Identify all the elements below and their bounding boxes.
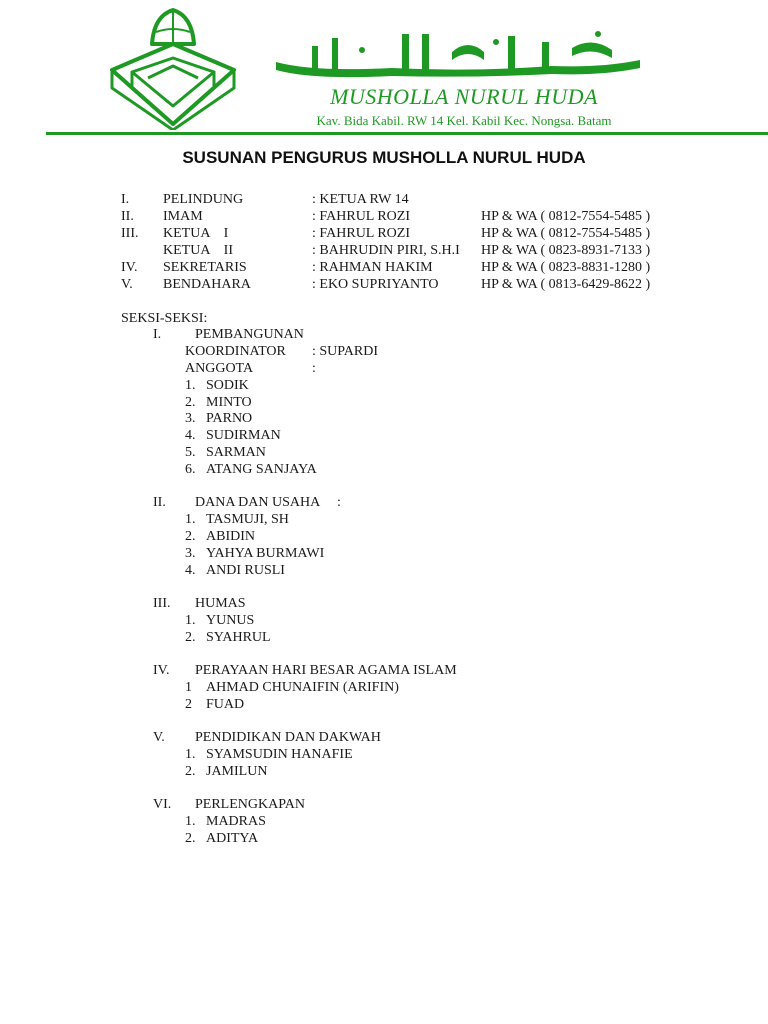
member-number: 2. bbox=[185, 395, 196, 410]
member-name: YUNUS bbox=[206, 613, 255, 628]
officer-name: : EKO SUPRIYANTO bbox=[312, 277, 439, 292]
section-name: PEMBANGUNAN bbox=[195, 327, 304, 342]
officer-contact: HP & WA ( 0813-6429-8622 ) bbox=[481, 277, 651, 292]
coordinator-value: : SUPARDI bbox=[312, 344, 379, 359]
officer-role: KETUA I bbox=[163, 226, 229, 241]
member-name: ADITYA bbox=[206, 831, 259, 846]
member-number: 2. bbox=[185, 630, 196, 645]
member-number: 6. bbox=[185, 462, 196, 477]
member-number: 4. bbox=[185, 563, 196, 578]
section-name: HUMAS bbox=[195, 596, 246, 611]
officer-number: IV. bbox=[121, 260, 138, 275]
officer-contact: HP & WA ( 0823-8931-7133 ) bbox=[481, 243, 651, 258]
officer-role: SEKRETARIS bbox=[163, 260, 247, 275]
section-number: IV. bbox=[153, 663, 170, 678]
member-number: 1 bbox=[185, 680, 192, 695]
member-number: 1. bbox=[185, 512, 196, 527]
officer-role: KETUA II bbox=[163, 243, 233, 258]
member-number: 3. bbox=[185, 546, 196, 561]
member-name: SARMAN bbox=[206, 445, 266, 460]
section-number: VI. bbox=[153, 797, 172, 812]
organization-name: MUSHOLLA NURUL HUDA bbox=[330, 84, 598, 109]
officer-number: V. bbox=[121, 277, 133, 292]
section-number: V. bbox=[153, 730, 165, 745]
officer-number: II. bbox=[121, 209, 134, 224]
member-name: ANDI RUSLI bbox=[206, 563, 285, 578]
section-name: PERAYAAN HARI BESAR AGAMA ISLAM bbox=[195, 663, 457, 678]
member-number: 1. bbox=[185, 613, 196, 628]
sections-heading: SEKSI-SEKSI: bbox=[121, 311, 208, 326]
member-number: 3. bbox=[185, 411, 196, 426]
member-name: ATANG SANJAYA bbox=[206, 462, 317, 477]
member-name: JAMILUN bbox=[206, 764, 268, 779]
member-name: FUAD bbox=[206, 697, 245, 712]
officer-number: I. bbox=[121, 192, 130, 207]
section-colon: : bbox=[337, 495, 341, 510]
member-name: YAHYA BURMAWI bbox=[206, 546, 325, 561]
member-number: 4. bbox=[185, 428, 196, 443]
officer-role: PELINDUNG bbox=[163, 192, 244, 207]
member-name: SYAMSUDIN HANAFIE bbox=[206, 747, 353, 762]
document-title: SUSUNAN PENGURUS MUSHOLLA NURUL HUDA bbox=[182, 148, 586, 167]
officer-role: IMAM bbox=[163, 209, 203, 224]
members-label: ANGGOTA bbox=[185, 361, 254, 376]
coordinator-label: KOORDINATOR bbox=[185, 344, 286, 359]
member-number: 2. bbox=[185, 529, 196, 544]
member-number: 1. bbox=[185, 814, 196, 829]
member-number: 1. bbox=[185, 747, 196, 762]
section-number: III. bbox=[153, 596, 171, 611]
member-number: 1. bbox=[185, 378, 196, 393]
officer-name: : BAHRUDIN PIRI, S.H.I bbox=[312, 243, 460, 258]
section-name: PENDIDIKAN DAN DAKWAH bbox=[195, 730, 381, 745]
member-name: TASMUJI, SH bbox=[206, 512, 289, 527]
organization-address: Kav. Bida Kabil. RW 14 Kel. Kabil Kec. Nongsa. Batam bbox=[316, 113, 612, 128]
officer-name: : FAHRUL ROZI bbox=[312, 209, 410, 224]
officer-contact: HP & WA ( 0823-8831-1280 ) bbox=[481, 260, 651, 275]
section-name: PERLENGKAPAN bbox=[195, 797, 305, 812]
header-divider bbox=[46, 132, 768, 135]
member-name: MADRAS bbox=[206, 814, 266, 829]
member-number: 5. bbox=[185, 445, 196, 460]
section-name: DANA DAN USAHA bbox=[195, 495, 321, 510]
officer-name: : KETUA RW 14 bbox=[312, 192, 409, 207]
member-name: ABIDIN bbox=[206, 529, 255, 544]
member-name: AHMAD CHUNAIFIN (ARIFIN) bbox=[206, 680, 399, 695]
member-name: SODIK bbox=[206, 378, 249, 393]
arabic-nurul-huda-calligraphy-icon bbox=[272, 28, 644, 80]
mosque-dome-logo-icon bbox=[108, 6, 238, 130]
member-name: SUDIRMAN bbox=[206, 428, 281, 443]
officer-number: III. bbox=[121, 226, 139, 241]
member-number: 2 bbox=[185, 697, 192, 712]
section-number: I. bbox=[153, 327, 162, 342]
member-name: MINTO bbox=[206, 395, 252, 410]
members-colon: : bbox=[312, 361, 316, 376]
member-name: SYAHRUL bbox=[206, 630, 271, 645]
officer-name: : RAHMAN HAKIM bbox=[312, 260, 433, 275]
section-number: II. bbox=[153, 495, 166, 510]
officer-role: BENDAHARA bbox=[163, 277, 251, 292]
officer-name: : FAHRUL ROZI bbox=[312, 226, 410, 241]
officer-contact: HP & WA ( 0812-7554-5485 ) bbox=[481, 226, 651, 241]
officer-contact: HP & WA ( 0812-7554-5485 ) bbox=[481, 209, 651, 224]
member-name: PARNO bbox=[206, 411, 253, 426]
member-number: 2. bbox=[185, 764, 196, 779]
member-number: 2. bbox=[185, 831, 196, 846]
